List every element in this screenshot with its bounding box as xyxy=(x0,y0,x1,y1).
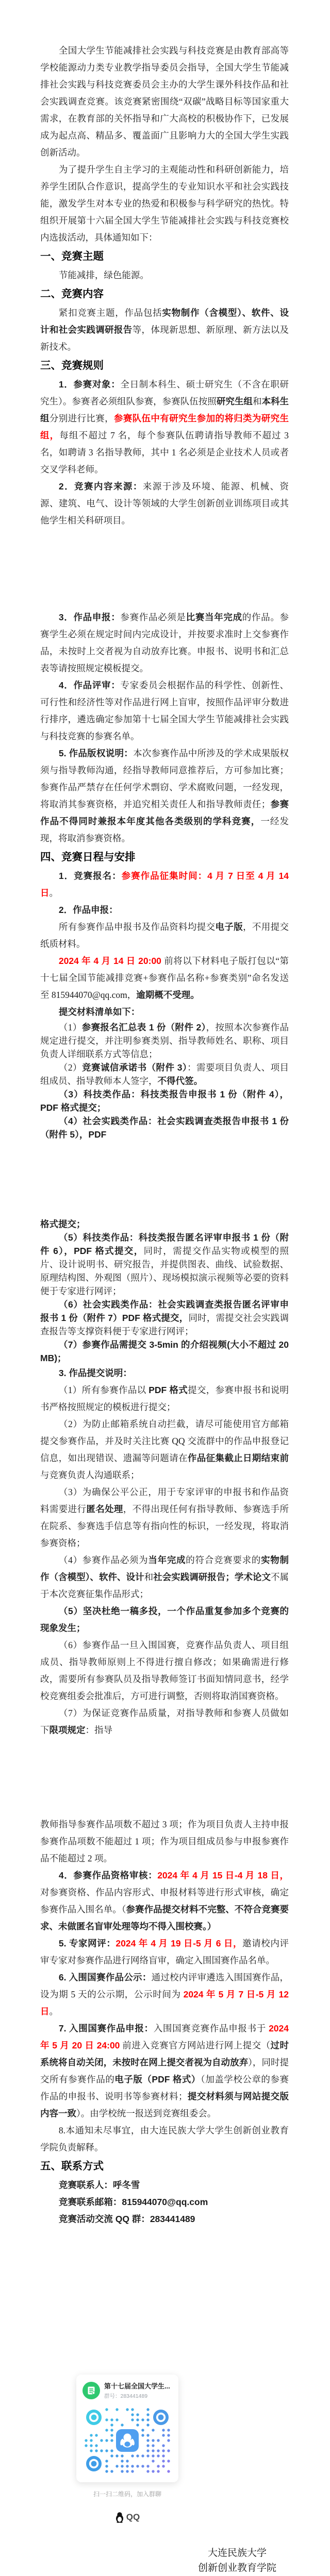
text-run: 参赛队伍中有研究生参加的将归类为研究生组， xyxy=(40,413,289,440)
material-5 xyxy=(40,1231,289,1298)
text-run: 6. 入围国赛作品公示： xyxy=(58,1972,152,1982)
text-run: 不得代签。 xyxy=(157,1076,203,1086)
text-run: 8.本通知未尽事宜，由大连民族大学大学生创新创业教育学院负责解释。 xyxy=(40,2125,289,2153)
rule-1-participants xyxy=(40,376,289,478)
text-run: 为了提升学生自主学习的主观能动性和科研创新能力，培养学生团队合作意识，提高学生的专业知识水平和社会实践技能，激发学生对本专业的热爱和积极参与科学研究的热忱。特组织开展第十六届全国大学生节能减排社会实践与科技竞赛校内选拔活动，具体通知如下： xyxy=(40,164,289,243)
schedule-2-declare xyxy=(40,902,289,919)
note-7-continued xyxy=(40,1816,289,1867)
note-5 xyxy=(40,1603,289,1637)
text-run: 全国大学生节能减排社会实践与科技竞赛是由教育部高等学校能源动力类专业教学指导委员会指导，全国大学生节能减排社会实践与科技竞赛委员会主办的大学生课外科技作品和社会实践调查竞赛。该竞赛紧密围绕“双碳”战略目标等国家重大需求，在教育部的关怀指导和广大高校的积极协作下，已发展成为起点高、精品多、覆盖面广且影响力大的全国大学生实践创新活动。 xyxy=(40,45,289,158)
contact-qq-group xyxy=(40,2211,289,2228)
text-run: 本次参赛作品中所涉及的学术成果版权须与指导教师沟通，经指导教师同意推荐后，方可参加比赛；参赛作品严禁存在任何学术剽窃、学术腐败问题，一经发现，将取消其参赛资格，并追究相关责任人和指导教师责任； xyxy=(40,748,289,809)
text-run: 一、竞赛主题 xyxy=(40,250,104,262)
text-run: 二、竞赛内容 xyxy=(40,288,104,300)
text-run: 参赛作品不得同时兼报本年度其他各类级别的学科竞赛， xyxy=(40,799,289,826)
heading-theme xyxy=(40,246,289,267)
note-4 xyxy=(40,1552,289,1603)
text-run: 与竞赛负责人沟通联系； xyxy=(40,1470,140,1480)
schedule-4-qualification xyxy=(40,1867,289,1935)
text-run: ，不得出现任何有指导教师、参赛选手所在院系、参赛选手信息等有指向性的标识，一经发现，将取消参赛资格； xyxy=(40,1504,289,1548)
schedule-5-expert-review xyxy=(40,1935,289,1969)
text-run: 2024 年 4 月 14 日 20:00 xyxy=(58,956,164,966)
material-4 xyxy=(40,1114,289,1141)
text-run: ）。由学校统一报送到竞赛组委会。 xyxy=(76,2108,217,2119)
signature-block xyxy=(0,2546,276,2576)
text-run: 2024 年 5 月 20 日 24:00 xyxy=(40,2023,291,2050)
note-1 xyxy=(40,1382,289,1416)
text-run: 参赛作品提交材料不完整、不符合竞赛要求、未做匿名盲审处理等均不得入围校赛。 xyxy=(40,1904,289,1931)
rule-5-copyright xyxy=(40,745,289,847)
text-run: 邀请校内评审专家对参赛作品进行网络盲审，确定入围国赛作品名单。 xyxy=(40,1938,289,1965)
text-run: （加盖学校公章的参赛作品的申报书、说明书等参赛材料； xyxy=(40,2074,289,2102)
contact-person xyxy=(40,2177,289,2194)
material-1 xyxy=(40,1021,289,1061)
note-7 xyxy=(40,1705,289,1739)
material-2 xyxy=(40,1061,289,1088)
heading-contact xyxy=(40,2156,289,2177)
text-run: 全日制本科生、硕士研究生（不含在职研究生）。参赛者必须组队参赛，参赛队伍按照 xyxy=(40,379,289,406)
theme-text xyxy=(40,267,289,284)
text-run: PDF 格式 xyxy=(148,1385,188,1395)
text-run: 节能减排，绿色能源。 xyxy=(58,270,149,280)
text-run: 匿名处理 xyxy=(86,1504,123,1514)
text-run: 3. 作品提交说明： xyxy=(58,1368,132,1378)
rule-2-source xyxy=(40,478,289,529)
text-run: （7）参赛作品需提交 3-5min 的介绍视频(大小不超过 20 MB)； xyxy=(40,1340,291,1363)
heading-schedule xyxy=(40,847,289,868)
text-run: 实物制作（含模型）、软件、设计和社会实践调研报告 xyxy=(40,308,289,335)
text-run: 提交材料清单如下： xyxy=(58,1007,140,1017)
text-run: ：指导 xyxy=(85,1725,112,1735)
text-run: 所有参赛作品申报书及作品资料均提交 xyxy=(58,922,216,932)
text-run: 格式提交； xyxy=(40,1219,86,1229)
material-3 xyxy=(40,1088,289,1114)
text-run: 1．竞赛报名： xyxy=(58,871,122,881)
rule-3-declaration xyxy=(40,609,289,677)
text-run: 本科生组 xyxy=(40,396,289,423)
text-run: ，按照本次参赛作品规定进行提交，并注明参赛类别、指导教师姓名、职称、项目负责人详细联系方式等信息； xyxy=(40,1022,289,1059)
text-run: 2．作品申报： xyxy=(58,905,118,915)
text-run: 一经发现，将取消参赛资格。 xyxy=(40,816,289,843)
text-run: 不属于本次竞赛征集作品形式； xyxy=(40,1572,289,1599)
text-run: 的符合竞赛要求的 xyxy=(186,1555,261,1565)
schedule-6-publicity xyxy=(40,1969,289,2020)
schedule-7-national-declare xyxy=(40,2020,289,2122)
intro-paragraph-1 xyxy=(40,42,289,161)
text-run: 2024 年 5 月 7 日-5 月 12 日 xyxy=(40,1989,291,2016)
text-run: 五、联系方式 xyxy=(40,2160,104,2172)
text-run: 三、竞赛规则 xyxy=(40,360,104,371)
text-run: 分别进行比赛， xyxy=(49,413,114,423)
intro-paragraph-2 xyxy=(40,161,289,246)
page-break-4 xyxy=(40,2228,289,2375)
schedule-2-deadline xyxy=(40,953,289,1004)
text-run: （6）社会实践类作品：社会实践调查类报告匿名评审申报书 1 份（附件 7）PDF 格式提交， xyxy=(40,1299,289,1323)
text-run: （2） xyxy=(58,1062,82,1073)
text-run: 竞赛联系人：呼冬雪 xyxy=(58,2180,140,2190)
text-run: 每组不超过 7 名，每个参赛队伍聘请指导教师不超过 3 名，如聘请 3 名指导教师，其中 1 名必须是企业技术人员或者交叉学科老师。 xyxy=(40,430,291,474)
text-run: 7. 入围国赛作品申报： xyxy=(58,2023,154,2033)
text-run: 参赛作品征集时间：4 月 7 日至 4 月 14 日 xyxy=(40,871,291,898)
qq-group-card-titles xyxy=(104,2381,170,2400)
text-run: （2）为防止邮箱系统自动拦截，请尽可能使用官方邮箱提交参赛作品，并及时关注比赛 QQ 交流群中的作品申报登记信息，如出现错误、遗漏等问题请在 xyxy=(40,1419,289,1463)
text-run: 当年完成 xyxy=(148,1555,186,1565)
text-run: 5. 作品版权说明： xyxy=(58,748,134,758)
signature-university: 大连民族大学 xyxy=(207,2548,267,2558)
text-run: 的作品。参赛学生必须在规定时间内完成设计，并按要求准时上交参赛作品，未按时上交者视为自动放弃比赛。申报书、说明书和汇总表等请按照规定模板提交。 xyxy=(40,612,289,673)
schedule-1-signup xyxy=(40,868,289,902)
qq-penguin-icon xyxy=(115,2512,124,2523)
schedule-2-note xyxy=(40,919,289,953)
text-run: （5）坚决杜绝一稿多投，一个作品重复参加多个竞赛的现象发生； xyxy=(40,1606,289,1633)
text-run: 专家委员会根据作品的科学性、创新性、可行性和经济性等对作品进行网上盲审，按照作品评审分数进行排序，遴选确定参加第十七届全国大学生节能减排社会实践与科技竞赛的参赛名单。 xyxy=(40,680,289,741)
qq-group-number: 群号：283441489 xyxy=(104,2393,148,2399)
text-run: （6）参赛作品一旦入围国赛，竞赛作品负责人、项目组成员、指导教师原则上不得进行擅自修改；如果确需进行修改，需要所有参赛队员及指导教师签订书面知情同意书，经学校竞赛组委会批准后，方可进行调整，否则将取消国赛资格。 xyxy=(40,1640,289,1701)
text-run: 社会实践调研报告；学术论文 xyxy=(153,1572,271,1582)
heading-content xyxy=(40,284,289,304)
qq-group-card xyxy=(76,2375,178,2482)
text-run: 3．作品申报： xyxy=(58,612,121,622)
text-run: 竞赛活动交流 QQ 群：283441489 xyxy=(58,2214,195,2224)
text-run: 教师指导参赛作品项数不超过 3 项；作为项目负责人主持申报参赛作品项数不能超过 1 项；作为项目组成员参与申报参赛作品不能超过 2 项。 xyxy=(40,1819,289,1863)
submission-notes-title xyxy=(40,1365,289,1382)
qq-logo-label: QQ xyxy=(126,2512,140,2522)
text-run: 四、竞赛日程与安排 xyxy=(40,851,136,863)
text-run: （5）科技类作品：科技类报告匿名评审申报书 1 份（附件 6），PDF 格式提交， xyxy=(40,1232,289,1256)
note-6 xyxy=(40,1637,289,1705)
note-3 xyxy=(40,1484,289,1552)
contact-email xyxy=(40,2194,289,2211)
text-run: 电子版（PDF 格式） xyxy=(114,2074,201,2084)
text-run: （3）为确保公平公正，用于专家评审的申报书和作品资料需要进行 xyxy=(40,1487,289,1514)
qq-group-qr-code xyxy=(82,2406,172,2475)
text-run: 和 xyxy=(252,396,262,406)
text-run: 。 xyxy=(49,888,58,898)
material-7 xyxy=(40,1338,289,1365)
text-run: （7）为保证竞赛作品质量，对指导教师和参赛人员做如下 xyxy=(40,1708,289,1735)
text-run: 。 xyxy=(49,2006,58,2016)
text-run: 和 xyxy=(144,1572,154,1582)
qq-logo xyxy=(76,2512,178,2523)
text-run: 竞赛诚信承诺书（附件 3） xyxy=(81,1062,188,1073)
qq-group-title: 第十七届全国大学生... xyxy=(104,2382,170,2390)
text-run: （1） xyxy=(58,1022,82,1032)
text-run: ） xyxy=(207,1921,217,1931)
rule-4-review xyxy=(40,677,289,745)
text-run: 实物制作（含模型）、软件、设计 xyxy=(40,1555,289,1582)
text-run: 1．参赛对象： xyxy=(58,379,121,389)
text-run: 同时，需提交作品实物或模型的照片、设计说明书、研究报告，并提供图表、曲线、试验数据、原理结构图、外观图（照片）、现场模拟演示视频等必要的资料便于专家进行网评； xyxy=(40,1246,289,1296)
text-run: 研究生组 xyxy=(216,396,253,406)
qr-scan-hint: 扫一扫二维码，加入群聊 xyxy=(93,2490,161,2498)
text-run: 比赛当年完成 xyxy=(186,612,242,622)
page-break-3 xyxy=(40,1739,289,1816)
page-break-1 xyxy=(40,529,289,609)
materials-list-title xyxy=(40,1004,289,1021)
text-run: 过时系统将自动关闭，未按时在网上提交者视为自动放弃 xyxy=(40,2040,289,2067)
text-run: （1）所有参赛作品以 xyxy=(58,1385,149,1395)
text-run: 参赛报名汇总表 1 份（附件 2） xyxy=(81,1022,206,1032)
schedule-8-interpretation xyxy=(40,2122,289,2156)
signature-date xyxy=(198,2575,276,2576)
material-6 xyxy=(40,1298,289,1338)
text-run: 4．参赛作品资格审核： xyxy=(58,1870,158,1880)
text-run: （4）参赛作品必须为 xyxy=(58,1555,148,1565)
text-run: （4）社会实践类作品：社会实践调查类报告申报书 1 份（附件 5），PDF xyxy=(40,1116,289,1140)
text-run: 对参赛资格、作品内容形式、申报材料等进行形式审核，确定参赛作品入围名单。（ xyxy=(40,1887,289,1914)
text-run: 2024 年 4 月 15 日-4 月 18 日， xyxy=(157,1870,289,1880)
text-run: ），同时提交所有参赛作品的 xyxy=(40,2057,289,2084)
document-icon xyxy=(86,2385,96,2396)
page-break-2 xyxy=(40,1141,289,1217)
text-run: ，不用提交纸质材料。 xyxy=(40,922,289,949)
text-run: 通过校内评审遴选入围国赛作品，设为期 5 天的公示期，公示时间为 xyxy=(40,1972,289,1999)
text-run: ：需要项目负责人、项目组成员、指导教师本人签字， xyxy=(40,1062,289,1086)
material-4-continued xyxy=(40,1217,289,1231)
content-text xyxy=(40,304,289,355)
text-run: 逾期概不受理。 xyxy=(136,990,200,1000)
text-run: 同时，需提交社会实践调查报告等支撑资料便于专家进行网评； xyxy=(40,1313,289,1336)
text-run: 4．作品评审： xyxy=(58,680,121,690)
text-run: 前将以下材料电子版打包以“第十七届全国节能减排竞赛+参赛作品名称+参赛类别”命名发送至 815944070@qq.com， xyxy=(40,956,289,1000)
text-run: 等，体现新思想、新原理、新方法以及新技术。 xyxy=(40,325,289,352)
text-run: 限项规定 xyxy=(49,1725,86,1735)
text-run: 来源于涉及环境、能源、机械、资源、建筑、电气、设计等领域的大学生创新创业训练项目或其他学生相关科研项目。 xyxy=(40,481,289,526)
text-run: 2024 年 4 月 19 日-5 月 6 日， xyxy=(116,1938,243,1948)
text-run: 电子版 xyxy=(215,922,243,932)
text-run: 前进入竞赛官方网站进行网上提交（ xyxy=(120,2040,271,2050)
note-2 xyxy=(40,1416,289,1484)
text-run: 提交，参赛申报书和说明书严格按照规定的模板进行提交； xyxy=(40,1385,289,1412)
text-run: 2．竞赛内容来源： xyxy=(58,481,143,492)
qq-group-avatar-icon xyxy=(82,2382,100,2399)
text-run: 入围国赛竞赛作品申报书于 xyxy=(153,2023,269,2033)
text-run: 竞赛联系邮箱：815944070@qq.com xyxy=(58,2197,208,2207)
text-run: （3）科技类作品：科技类报告申报书 1 份（附件 4），PDF 格式提交； xyxy=(40,1089,289,1113)
signature-college: 创新创业教育学院 xyxy=(197,2563,276,2573)
qq-group-card-header xyxy=(82,2381,172,2400)
text-run: 提交材料须与网站提交版内容一致 xyxy=(40,2091,289,2119)
text-run: 紧扣竞赛主题，作品包括 xyxy=(58,308,162,318)
text-run: 参赛作品必须是 xyxy=(120,612,186,622)
text-run: 作品征集截止日期结束前 xyxy=(187,1453,289,1463)
heading-rules xyxy=(40,355,289,376)
text-run: 5. 专家网评： xyxy=(58,1938,116,1948)
